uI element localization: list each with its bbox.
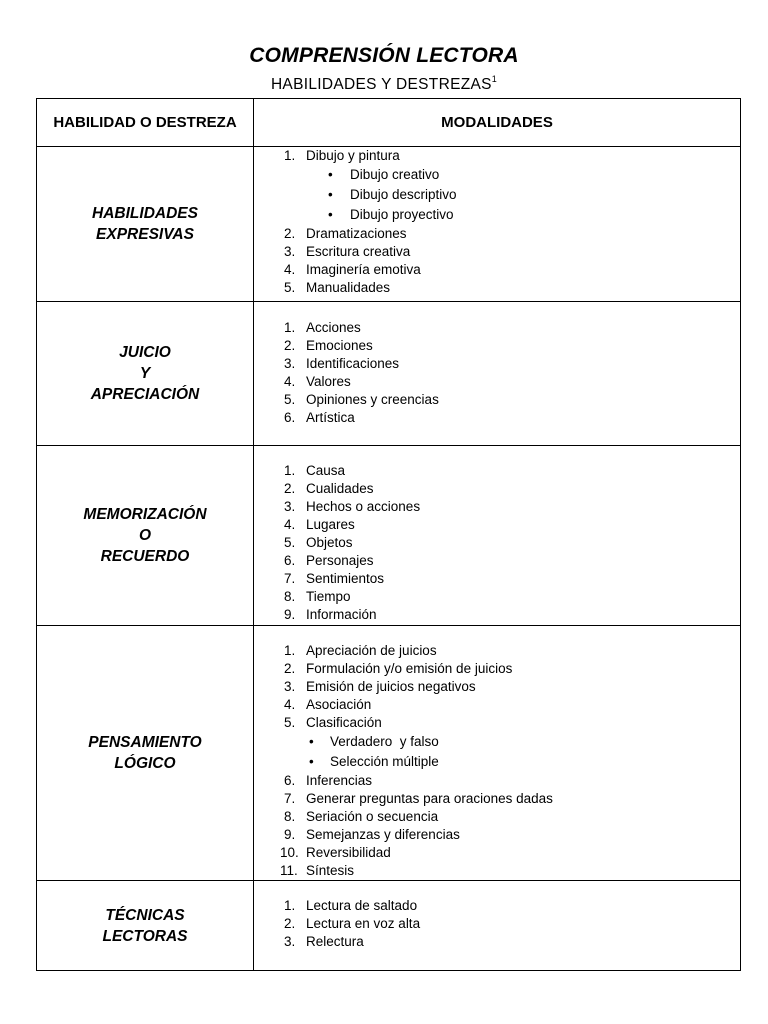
item-text: Escritura creativa xyxy=(306,244,411,259)
item-text: Sentimientos xyxy=(306,571,385,586)
item-text: Lectura en voz alta xyxy=(306,916,421,931)
sub-bullet-list xyxy=(306,165,740,225)
item-number: 1. xyxy=(284,643,296,658)
item-text: Asociación xyxy=(306,697,372,712)
item-number: 1. xyxy=(284,898,296,913)
item-number: 6. xyxy=(284,773,296,788)
bullet-icon: • xyxy=(309,754,314,769)
modalities-cell xyxy=(254,446,741,626)
list-item xyxy=(284,915,740,933)
modalities-cell xyxy=(254,881,741,971)
skill-line: LÓGICO xyxy=(114,755,176,772)
item-number: 1. xyxy=(284,148,296,163)
list-item xyxy=(284,552,740,570)
item-text: Generar preguntas para oraciones dadas xyxy=(306,791,553,806)
list-item xyxy=(280,844,740,862)
item-number: 7. xyxy=(284,791,296,806)
list-item xyxy=(280,862,740,880)
modalities-cell xyxy=(254,626,741,881)
item-text: Síntesis xyxy=(306,863,355,878)
modalities-list xyxy=(254,462,740,624)
list-item xyxy=(284,480,740,498)
item-number: 3. xyxy=(284,934,296,949)
item-text: Lugares xyxy=(306,517,355,532)
skill-cell xyxy=(37,147,254,302)
item-number: 9. xyxy=(284,607,296,622)
item-text: Valores xyxy=(306,374,351,389)
bullet-item xyxy=(306,205,740,225)
item-number: 3. xyxy=(284,356,296,371)
bullet-text: Verdadero y falso xyxy=(330,734,439,749)
table-row xyxy=(37,881,741,971)
skill-cell xyxy=(37,302,254,446)
item-number: 3. xyxy=(284,679,296,694)
skill-line: JUICIO xyxy=(119,344,171,361)
sub-bullet-list xyxy=(306,732,740,772)
item-text: Reversibilidad xyxy=(306,845,391,860)
table-row xyxy=(37,626,741,881)
skill-line: TÉCNICAS xyxy=(105,906,185,924)
item-text: Formulación y/o emisión de juicios xyxy=(306,661,513,676)
bullet-text: Dibujo creativo xyxy=(350,167,440,182)
subtitle-text: HABILIDADES Y DESTREZAS xyxy=(270,76,492,93)
list-item xyxy=(284,897,740,915)
list-item xyxy=(284,409,740,427)
list-item xyxy=(284,826,740,844)
skills-table xyxy=(36,98,741,971)
item-number: 3. xyxy=(284,499,296,514)
item-number: 6. xyxy=(284,410,296,425)
list-item xyxy=(284,696,740,714)
item-text: Identificaciones xyxy=(306,356,400,371)
item-text: Emisión de juicios negativos xyxy=(306,679,476,694)
item-number: 5. xyxy=(284,715,296,730)
item-text: Apreciación de juicios xyxy=(306,643,437,658)
item-text: Emociones xyxy=(306,338,373,353)
item-number: 2. xyxy=(284,338,296,353)
item-text: Objetos xyxy=(306,535,353,550)
item-number: 4. xyxy=(284,697,296,712)
bullet-item xyxy=(306,185,740,205)
item-number: 9. xyxy=(284,827,296,842)
modalities-cell xyxy=(254,147,741,302)
list-item xyxy=(284,225,740,243)
skill-line: LECTORAS xyxy=(102,927,188,945)
bullet-item xyxy=(306,165,740,185)
item-text: Causa xyxy=(306,463,346,478)
bullet-icon: • xyxy=(328,207,333,222)
table-row xyxy=(37,446,741,626)
list-item xyxy=(284,808,740,826)
skill-line: Y xyxy=(139,365,151,382)
skill-line: PENSAMIENTO xyxy=(88,734,202,751)
list-item xyxy=(284,462,740,480)
item-number: 6. xyxy=(284,553,296,568)
item-text: Lectura de saltado xyxy=(306,898,418,913)
list-item xyxy=(284,373,740,391)
item-number: 2. xyxy=(284,481,296,496)
skill-line: EXPRESIVAS xyxy=(96,226,194,243)
item-number: 4. xyxy=(284,517,296,532)
modalities-list xyxy=(254,642,740,880)
skill-line: O xyxy=(138,527,152,544)
bullet-text: Dibujo proyectivo xyxy=(350,207,454,222)
item-text: Hechos o acciones xyxy=(306,499,421,514)
list-item xyxy=(284,279,740,297)
list-item xyxy=(284,319,740,337)
item-number: 5. xyxy=(284,280,296,295)
bullet-icon: • xyxy=(309,734,314,749)
skill-line: RECUERDO xyxy=(100,548,190,565)
item-text: Dibujo y pintura xyxy=(306,148,400,163)
item-number: 2. xyxy=(284,661,296,676)
list-item xyxy=(284,147,740,225)
list-item xyxy=(284,498,740,516)
skill-cell xyxy=(37,446,254,626)
modalities-cell xyxy=(254,302,741,446)
table-row xyxy=(37,302,741,446)
item-text: Artística xyxy=(306,410,355,425)
item-number: 1. xyxy=(284,463,296,478)
bullet-icon: • xyxy=(328,167,333,182)
item-text: Opiniones y creencias xyxy=(306,392,439,407)
list-item xyxy=(284,714,740,772)
item-text: Relectura xyxy=(306,934,364,949)
item-number: 11. xyxy=(280,863,298,878)
footnote-mark: 1 xyxy=(491,74,498,84)
modalities-list xyxy=(254,147,740,297)
header-modalities: MODALIDADES xyxy=(254,99,741,147)
item-text: Inferencias xyxy=(306,773,373,788)
item-text: Tiempo xyxy=(306,589,351,604)
skill-line: MEMORIZACIÓN xyxy=(83,506,207,523)
bullet-icon: • xyxy=(328,187,333,202)
list-item xyxy=(284,516,740,534)
list-item xyxy=(284,772,740,790)
list-item xyxy=(284,355,740,373)
list-item xyxy=(284,790,740,808)
item-number: 3. xyxy=(284,244,296,259)
list-item xyxy=(284,534,740,552)
item-number: 2. xyxy=(284,226,296,241)
list-item xyxy=(284,660,740,678)
item-number: 2. xyxy=(284,916,296,931)
item-text: Personajes xyxy=(306,553,374,568)
skill-line: APRECIACIÓN xyxy=(90,386,200,403)
table-row xyxy=(37,147,741,302)
item-number: 4. xyxy=(284,262,296,277)
item-text: Clasificación xyxy=(306,715,382,730)
item-text: Imaginería emotiva xyxy=(306,262,421,277)
list-item xyxy=(284,588,740,606)
table-header-row xyxy=(37,99,741,147)
document-title: COMPRENSIÓN LECTORA xyxy=(249,44,519,67)
bullet-item xyxy=(306,732,740,752)
item-text: Semejanzas y diferencias xyxy=(306,827,460,842)
item-text: Dramatizaciones xyxy=(306,226,407,241)
skill-line: HABILIDADES xyxy=(92,205,198,222)
skill-cell xyxy=(37,881,254,971)
modalities-list xyxy=(254,897,740,951)
item-text: Acciones xyxy=(306,320,361,335)
item-text: Seriación o secuencia xyxy=(306,809,439,824)
item-number: 1. xyxy=(284,320,296,335)
item-number: 7. xyxy=(284,571,296,586)
list-item xyxy=(284,261,740,279)
item-number: 5. xyxy=(284,535,296,550)
bullet-item xyxy=(306,752,740,772)
list-item xyxy=(284,933,740,951)
list-item xyxy=(284,391,740,409)
bullet-text: Dibujo descriptivo xyxy=(350,187,457,202)
list-item xyxy=(284,606,740,624)
item-text: Información xyxy=(306,607,377,622)
bullet-text: Selección múltiple xyxy=(330,754,439,769)
list-item xyxy=(284,243,740,261)
item-text: Cualidades xyxy=(306,481,374,496)
item-number: 8. xyxy=(284,809,296,824)
modalities-list xyxy=(254,319,740,427)
item-text: Manualidades xyxy=(306,280,391,295)
item-number: 10. xyxy=(280,845,299,860)
list-item xyxy=(284,678,740,696)
skill-cell xyxy=(37,626,254,881)
list-item xyxy=(284,570,740,588)
document-subtitle xyxy=(0,76,768,94)
list-item xyxy=(284,337,740,355)
item-number: 4. xyxy=(284,374,296,389)
header-skill: HABILIDAD O DESTREZA xyxy=(37,99,254,147)
item-number: 5. xyxy=(284,392,296,407)
list-item xyxy=(284,642,740,660)
item-number: 8. xyxy=(284,589,296,604)
